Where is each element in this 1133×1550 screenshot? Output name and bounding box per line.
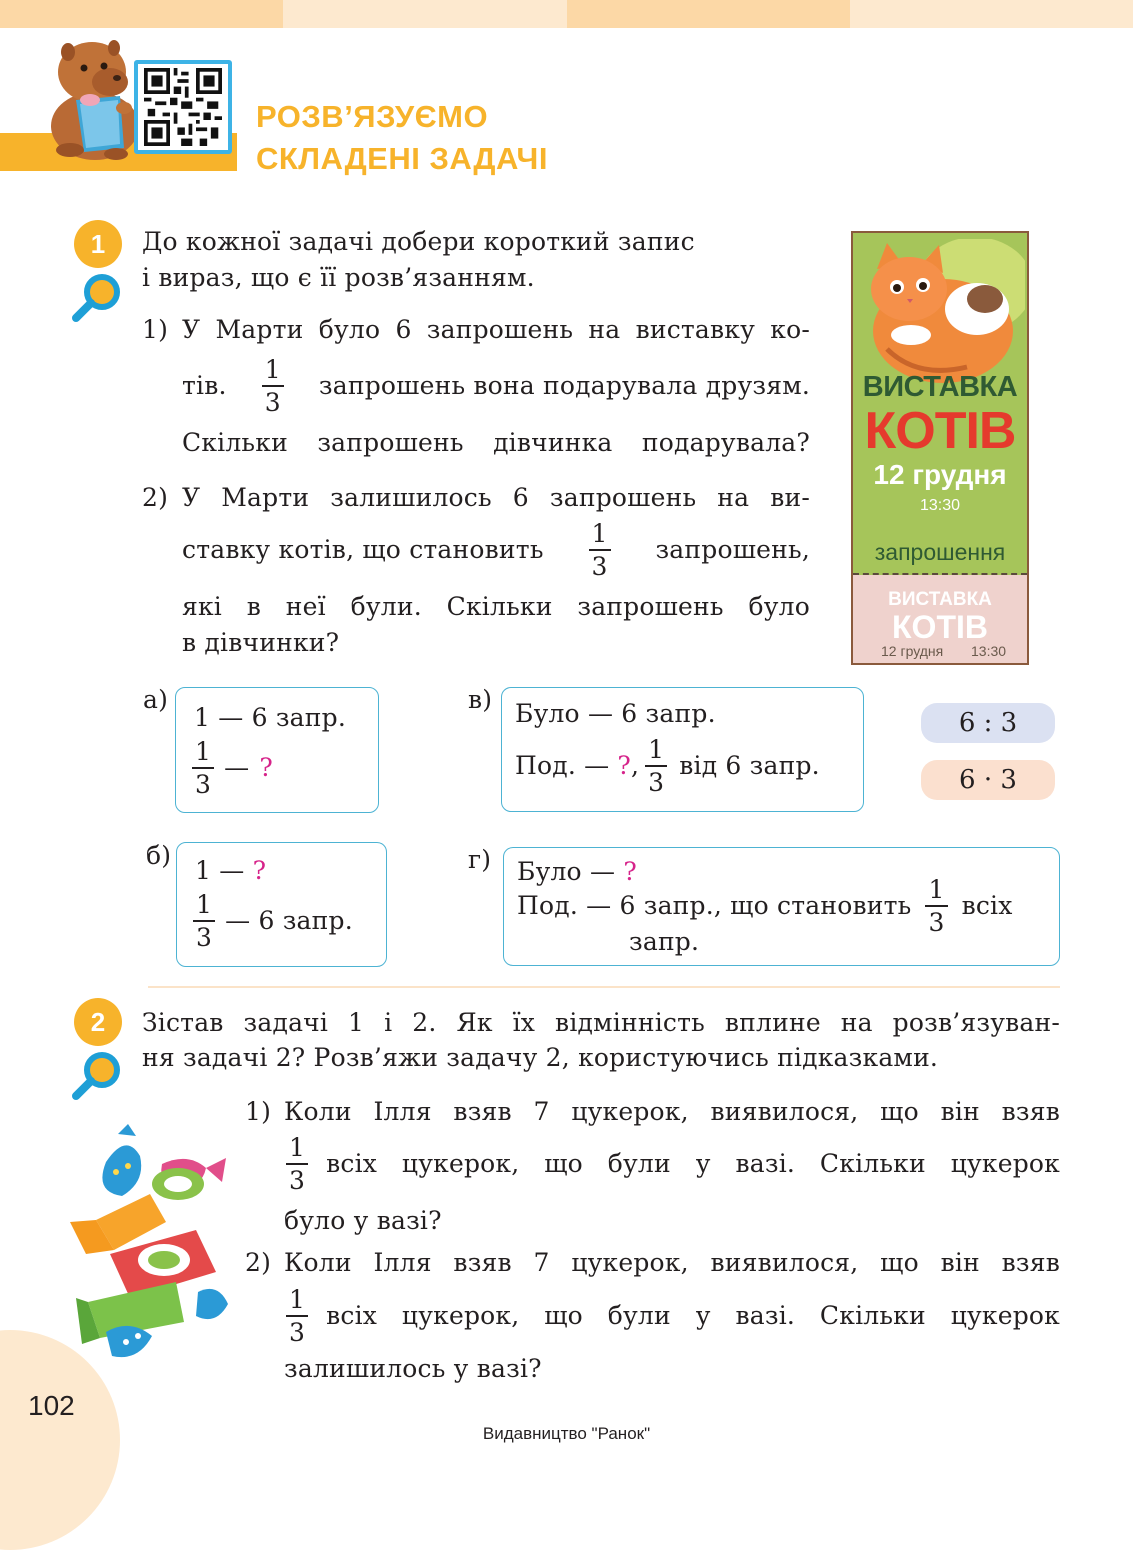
candies-illustration [66, 1122, 236, 1366]
fraction-denominator: 3 [289, 1166, 306, 1195]
cat-illustration [857, 239, 1025, 389]
top-bar-segment-1 [0, 0, 283, 28]
option-g-line-2 [517, 870, 1047, 942]
ticket-label: запрошення [874, 539, 1006, 565]
fraction-one-third [925, 877, 947, 935]
option-v-comma: , [630, 751, 640, 780]
ticket-stub-title-1: ВИСТАВКА [888, 589, 992, 610]
task-2-problem-1-line-2 [284, 1128, 1060, 1200]
task-1-problem-2-line-2 [182, 514, 810, 586]
fraction-denominator: 3 [648, 768, 665, 797]
expression-multiplication[interactable]: 6 · 3 [921, 760, 1055, 800]
task-1-problem-2-label: 2) [142, 483, 169, 512]
option-b-question-mark: ? [252, 856, 267, 885]
task-2-problem-2-line-2-text: всіх цукерок, що були у вазі. Скільки цукерок [326, 1301, 1060, 1330]
ticket-date: 12 грудня [873, 459, 1007, 490]
cat-show-ticket [851, 231, 1029, 665]
task-2-problem-1-label: 1) [245, 1097, 272, 1126]
section-title-line-1: РОЗВ’ЯЗУЄМО [256, 99, 489, 134]
ticket-time: 13:30 [919, 497, 961, 514]
option-g-box[interactable] [503, 847, 1060, 966]
option-a-line-1: 1 — 6 запр. [194, 703, 347, 732]
top-bar-segment-3 [567, 0, 850, 28]
ticket-title-1: ВИСТАВКА [862, 371, 1018, 403]
qr-pattern [142, 68, 224, 146]
fraction-denominator: 3 [289, 1318, 306, 1347]
option-g-label: г) [468, 845, 492, 874]
option-b-line-2-text: — 6 запр. [225, 906, 353, 935]
fraction-numerator: 1 [193, 892, 215, 922]
top-bar-segment-2 [283, 0, 567, 28]
option-a-line-2 [192, 732, 273, 804]
fraction-one-third [192, 739, 214, 797]
task-2-problem-1-line-2-text: всіх цукерок, що були у вазі. Скільки цукерок [326, 1149, 1060, 1178]
option-v-line-2-end: від 6 запр. [679, 751, 820, 780]
task-2-problem-2-line-3: залишилось у вазі? [284, 1354, 542, 1383]
option-v-box[interactable] [501, 687, 864, 812]
option-v-line-2 [515, 730, 820, 802]
task-2-problem-2-label: 2) [245, 1248, 272, 1277]
publisher-credit: Видавництво "Ранок" [482, 1424, 651, 1443]
task-1-problem-1-line-3: Скільки запрошень дівчинка подарувала? [182, 428, 810, 457]
option-a-box[interactable] [175, 687, 379, 813]
option-g-line-2-start: Под. — 6 запр., що становить [517, 891, 912, 920]
option-v-line-1: Було — 6 запр. [515, 699, 716, 728]
task-1-instruction-line-1: До кожної задачі добери короткий запис [142, 227, 695, 256]
expression-division[interactable]: 6 : 3 [921, 703, 1055, 743]
task-1-problem-2-line-4: в дівчинки? [182, 628, 340, 657]
fraction-numerator: 1 [589, 521, 611, 551]
task-2-problem-1-line-1: Коли Ілля взяв 7 цукерок, виявилося, що він взяв [284, 1097, 1060, 1126]
task-1-instruction [142, 224, 822, 296]
option-b-label: б) [146, 841, 172, 870]
fraction-denominator: 3 [196, 923, 213, 952]
fraction-denominator: 3 [264, 388, 281, 417]
fraction-denominator: 3 [928, 908, 945, 937]
task-2-number-badge: 2 [74, 998, 122, 1046]
ticket-stub-title-2: КОТІВ [892, 609, 988, 645]
task-1-problem-1-line-2 [182, 350, 810, 422]
option-a-dash: — [224, 753, 250, 782]
fraction-one-third [589, 521, 611, 579]
task-2-instruction-line-2: ня задачі 2? Розв’яжи задачу 2, користуючись підказками. [142, 1043, 939, 1072]
option-b-box[interactable] [176, 842, 387, 967]
option-g-line-2-end: всіх [961, 891, 1013, 920]
option-v-question-mark: ? [617, 751, 631, 780]
qr-code[interactable] [134, 60, 232, 154]
problem-2-line-2-start: ставку котів, що становить [182, 535, 544, 564]
task-1-problem-1-line-1: У Марти було 6 запрошень на виставку ко- [182, 315, 810, 344]
section-divider [148, 986, 1060, 988]
task-1-problem-2-line-1: У Марти залишилось 6 запрошень на ви- [182, 483, 810, 512]
option-g-line-3: запр. [629, 927, 700, 956]
fraction-denominator: 3 [591, 552, 608, 581]
task-1-problem-1-label: 1) [142, 315, 169, 344]
option-v-label: в) [468, 685, 493, 714]
magnifier-icon [70, 272, 122, 324]
task-1-instruction-line-2: і вираз, що є її розв’язанням. [142, 263, 535, 292]
option-b-line-1 [195, 853, 266, 889]
section-title-line-2: СКЛАДЕНІ ЗАДАЧІ [256, 141, 548, 176]
fraction-one-third [645, 737, 667, 795]
top-bar-segment-4 [850, 0, 1133, 28]
fraction-numerator: 1 [262, 357, 284, 387]
option-v-line-2-start: Под. — [515, 751, 610, 780]
problem-1-line-2-start: тів. [182, 371, 227, 400]
option-b-line-1-text: 1 — [195, 856, 245, 885]
fraction-one-third [286, 1135, 308, 1193]
ticket-title-2: КОТІВ [864, 402, 1016, 460]
section-title [256, 96, 548, 180]
fraction-numerator: 1 [192, 739, 214, 769]
fraction-denominator: 3 [195, 770, 212, 799]
option-g-question-mark: ? [623, 857, 637, 886]
option-a-label: а) [143, 685, 169, 714]
page-number: 102 [28, 1390, 75, 1421]
option-a-question-mark: ? [259, 753, 273, 782]
task-2-instruction-line-1: Зістав задачі 1 і 2. Як їх відмінність вплине на розв’язуван- [142, 1008, 1060, 1037]
fraction-numerator: 1 [925, 877, 947, 907]
fraction-one-third [193, 892, 215, 950]
task-2-problem-2-line-2 [284, 1280, 1060, 1352]
fraction-numerator: 1 [645, 737, 667, 767]
task-2-problem-2-line-1: Коли Ілля взяв 7 цукерок, виявилося, що він взяв [284, 1248, 1060, 1277]
task-1-number-badge: 1 [74, 220, 122, 268]
fraction-one-third [262, 357, 284, 415]
ticket-stub-date: 12 грудня [881, 643, 944, 659]
problem-1-line-2-end: запрошень вона подарувала друзям. [318, 371, 810, 400]
task-2-problem-1-line-3: було у вазі? [284, 1206, 442, 1235]
ticket-stub-time: 13:30 [971, 643, 1007, 659]
fraction-one-third [286, 1287, 308, 1345]
task-1-problem-2-line-3: які в неї були. Скільки запрошень було [182, 592, 810, 621]
option-g-line-1-text: Було — [517, 857, 616, 886]
magnifier-icon [70, 1050, 122, 1102]
fraction-numerator: 1 [286, 1135, 308, 1165]
option-b-line-2 [193, 885, 353, 957]
capybara-mascot-illustration [40, 38, 140, 162]
fraction-numerator: 1 [286, 1287, 308, 1317]
problem-2-line-2-end: запрошень, [655, 535, 810, 564]
